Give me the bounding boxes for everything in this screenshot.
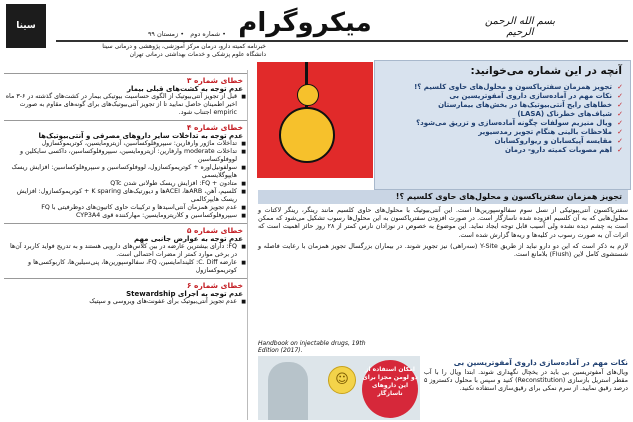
list-item: ■ عارضه C. Diff: کلیندامایسین، FQ، سفالوسپورین‌ها، پنی‌سیلین‌ها، کاربوکسی‌ها و کوتریموکسازول [4, 259, 247, 275]
error-section-6 [4, 278, 247, 306]
toc-item[interactable]: ✓ نکات مهم در آماده‌سازی داروی آمفوتریسین بی [381, 92, 626, 101]
logo-text: سینا [16, 21, 36, 31]
section-title: خطای شماره ۳ [186, 76, 243, 85]
logo [6, 4, 46, 48]
list-item: ■ سیپروفلوکساسین و کلاریترومایسین: مهارکننده قوی CYP3A4 [4, 212, 247, 220]
dish-icon [279, 107, 335, 163]
header-divider [56, 40, 628, 42]
patient-photo [258, 356, 420, 420]
section-subtitle: عدم توجه به عوارض جانبی مهم [133, 235, 243, 243]
section-title: خطای شماره ۶ [186, 281, 243, 290]
section-title: خطای شماره ۴ [186, 123, 243, 132]
toc-item[interactable]: ✓ اهم مصوبات کمیته دارو- درمان [381, 146, 626, 155]
basmala: بسم الله الرحمن الرحیم [484, 16, 556, 38]
list-item: ■ سولفونیل‌اوره + کوتریموکسازول، لووفلوکساسین و سیپروفلوکساسین: افزایش ریسک هایپوگلایسمی [4, 164, 247, 180]
list-item: ■ قبل از تجویز آنتی‌بیوتیک از الگوی حساسیت بیوتیکی بیمار در کشت‌های گذشته در ۶-۳ ماه اخیر اطمینان حاصل نمایید تا از تجویز آنتی‌بیوتیک‌های برای گونه‌های مقاوم به صورت empiric اجتناب شود. [4, 93, 247, 117]
toc-title: آنچه در این شماره می‌خوانید: [470, 65, 622, 77]
toc-item[interactable]: ✓ تجویز همزمان سفتریاکسون و محلول‌های حاوی کلسیم ؟! [381, 83, 626, 92]
list-item: ■ کلسیم، آهن، ARBها، ACEIها و دیورتیک‌های K sparing + کوتریموکسازول: افزایش ریسک هایپرکالمی [4, 188, 247, 204]
info-bubble: امکان استفاده از دو لومن مجزا برای این داروهای ناسازگار [362, 360, 418, 418]
list-item: ■ FQ: دارای بیشترین عارضه در بین کلاس‌های دارویی هستند و به تدریج فواید کاربرد آن‌ها در برخی موارد کمتر از مضرات احتمالی است. [4, 243, 247, 259]
article-title-bar [258, 190, 628, 204]
toc-item[interactable]: ✓ ملاحظات بالینی هنگام تجویز رمدسیویر [381, 128, 626, 137]
publisher-line: خبرنامه کمیته دارو، درمان مرکز آموزشی، پژوهشی و درمانی سینا [102, 43, 266, 50]
masthead-title: میکروگرام [238, 8, 372, 38]
error-section-5 [4, 223, 247, 275]
error-section-3 [4, 73, 247, 117]
list-item: ■ عدم تجویز آنتی‌بیوتیک برای عفونت‌های ویروسی و سپتیک [4, 298, 247, 306]
article-paragraph: لازم به ذکر است که این دو دارو نباید از طریق Y-Site (سه‌راهی) نیز تجویز شوند. در بیماران بزرگسال تجویز همزمان با رعایت فاصله و شستشوی کامل لاین (Flush) بلامانع است. [258, 241, 628, 259]
list-item: ■ تداخلات moderate وارفارین: آزیترومایسین، سیپروفلوکساسین، داکسی سایکلین و لووفلوکساسین [4, 148, 247, 164]
toc-item[interactable]: ✓ مقایسه آپیکسابان و ریواروکسابان [381, 137, 626, 146]
article-title: تجویز همزمان سفتریاکسون و محلول‌های حاوی کلسیم ؟! [395, 192, 622, 201]
left-column [4, 70, 248, 420]
cover-illustration [257, 62, 373, 178]
article-body [258, 206, 628, 258]
publisher-info [56, 43, 266, 59]
person-silhouette [268, 362, 308, 420]
section-subtitle: عدم توجه به تداخلات سایر داروهای مصرفی و آنتی‌بیوتیک‌ها [38, 132, 243, 140]
toc-item[interactable]: ✓ شیاف‌های خطرناک (LASA) [381, 110, 626, 119]
issue-number: • شماره دوم [190, 30, 226, 38]
list-item: ■ عدم تجویز همزمان آنتی‌اسیدها و ترکیبات حاوی کاتیون‌های دوظرفیتی با FQ [4, 204, 247, 212]
amphotericin-body: ویال‌های آمفوتریسین بی باید در یخچال نگهداری شوند. ابتدا ویال را با آب مقطر استریل بازسازی (Reconstitution) کنید و سپس با محلول دکستروز ۵ درصد رقیق نمایید. از سرم نمکی برای رقیق‌سازی استفاده نکنید. [424, 369, 628, 392]
list-item: ■ متادون + FQ: افزایش ریسک طولانی شدن QTc [4, 180, 247, 188]
smiley-icon: ☺ [328, 366, 356, 394]
drop-icon [297, 84, 319, 106]
toc-box [374, 60, 631, 190]
error-section-4 [4, 120, 247, 220]
toc-list [381, 83, 626, 155]
publisher-line: دانشگاه علوم پزشکی و خدمات بهداشتی درمانی تهران [129, 51, 266, 58]
section-subtitle: عدم توجه به اجرای Stewardship [126, 290, 243, 298]
toc-item[interactable]: ✓ خطاهای رایج آنتی‌بیوتیک‌ها در بخش‌های بیمارستان [381, 101, 626, 110]
image-caption: Handbook on injectable drugs, 19th Edition (2017). [258, 340, 366, 354]
section-subtitle: عدم توجه به کشت‌های قبلی بیمار [126, 85, 243, 93]
article-paragraph: سفتریاکسون آنتی‌بیوتیکی از نسل سوم سفالوسپورین‌ها است. این آنتی‌بیوتیک با محلول‌های حاوی کلسیم مانند رینگر، رینگر لاکتات و محلول‌هایی که به آن کلسیم افزوده شده ناسازگار است. در صورت افزودن سفتریاکسون به این محلول‌ها رسوب تشکیل می‌شود که ممکن است به چشم دیده نشده ولی آسیب قابل توجه ایجاد نماید. این موضوع به خصوص در نوزادان نارس کمتر از ۲۸ روز حائز اهمیت است که اثرات آن به صورت رسوب در کلیه‌ها و ریه‌ها گزارش شده است. [258, 206, 628, 239]
amphotericin-title: نکات مهم در آماده‌سازی داروی آمفوتریسین بی [453, 358, 628, 367]
toc-item[interactable]: ✓ ویال منیزیم سولفات چگونه آماده‌سازی و تزریق می‌شود؟ [381, 119, 626, 128]
issue-season: • زمستان ۹۹ [147, 30, 185, 38]
issue-info [56, 30, 226, 38]
list-item: ■ تداخلات ماژور وارفارین: سیپروفلوکساسین، آزیترومایسین، کوتریموکسازول [4, 140, 247, 148]
section-title: خطای شماره ۵ [186, 226, 243, 235]
